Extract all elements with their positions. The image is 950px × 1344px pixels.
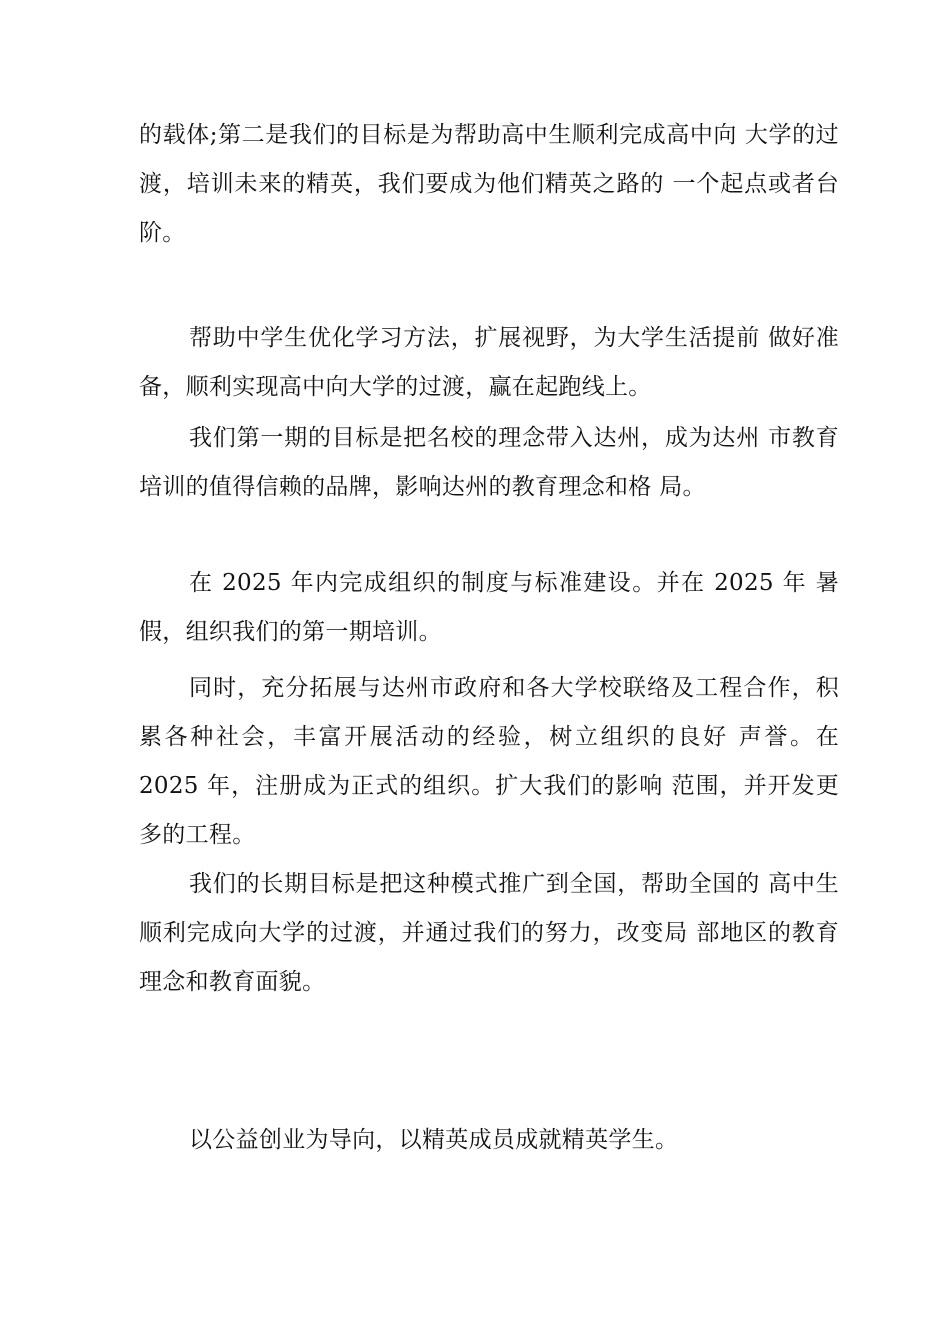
paragraph-goal-continuation: 的载体;第二是我们的目标是为帮助高中生顺利完成高中向 大学的过渡，培训未来的精英，我们要成为他们精英之路的 一个起点或者台阶。 (139, 122, 839, 246)
paragraph-motto: 以公益创业为导向，以精英成员成就精英学生。 (189, 1127, 679, 1153)
paragraph-long-term-goal: 我们的长期目标是把这种模式推广到全国，帮助全国的 高中生顺利完成向大学的过渡，并通过我们的努力，改变局 部地区的教育理念和教育面貌。 (139, 871, 839, 995)
paragraph-2025-plan: 在 2025 年内完成组织的制度与标准建设。并在 2025 年 暑假，组织我们的第一期培训。 (139, 570, 839, 645)
paragraph-cooperation: 同时，充分拓展与达州市政府和各大学校联络及工程合作，积累各种社会，丰富开展活动的经验，树立组织的良好 声誉。在 2025 年，注册成为正式的组织。扩大我们的影响 范围，并开发更多的工程。 (139, 675, 839, 848)
paragraph-help-students: 帮助中学生优化学习方法，扩展视野，为大学生活提前 做好准备，顺利实现高中向大学的过渡，赢在起跑线上。 (139, 325, 839, 400)
paragraph-first-phase-goal: 我们第一期的目标是把名校的理念带入达州，成为达州 市教育培训的值得信赖的品牌，影响达州的教育理念和格 局。 (139, 425, 839, 500)
